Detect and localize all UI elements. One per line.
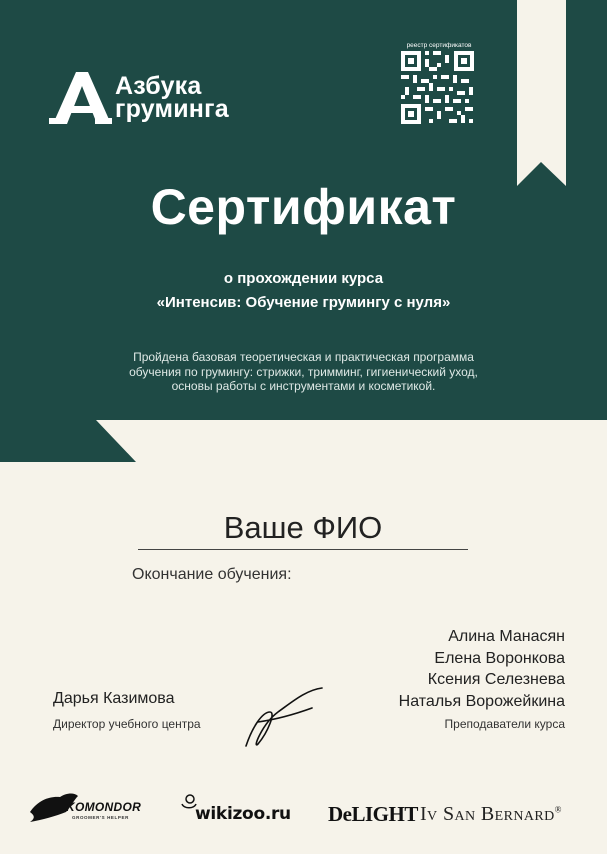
recipient-name-underline [138, 549, 468, 550]
description-line: основы работы с инструментами и косметикой. [171, 379, 436, 393]
logo-line-2: груминга [115, 95, 229, 123]
komondor-logo: KOMONDOR [66, 800, 142, 814]
wikizoo-bird-icon [182, 795, 196, 808]
teachers-list [399, 626, 565, 712]
certificate-title: Сертификат [150, 179, 457, 235]
teacher-name: Алина Манасян [448, 628, 565, 645]
qr-code-icon [400, 50, 475, 125]
wikizoo-logo: wikizoo.ru [195, 804, 291, 824]
completion-date-label: Окончание обучения: [132, 566, 292, 583]
iv-san-bernard-logo [420, 803, 562, 826]
iv-san-bernard-name: Iv San Bernard [420, 803, 555, 825]
course-name: «Интенсив: Обучение грумингу с нуля» [156, 294, 451, 311]
qr-caption: реестр сертификатов [406, 42, 472, 49]
signature-icon [246, 688, 322, 746]
registered-mark: ® [554, 804, 562, 815]
komondor-tagline: GROOMER'S HELPER [72, 815, 129, 820]
certificate-description [60, 350, 547, 394]
description-line: обучения по грумингу: стрижки, тримминг, гигиенический уход, [129, 364, 478, 379]
teacher-name: Елена Воронкова [434, 649, 565, 667]
teacher-name: Ксения Селезнева [427, 671, 565, 688]
teacher-name: Наталья Ворожейкина [398, 692, 565, 710]
logo-text [115, 72, 229, 123]
recipient-name: Ваше ФИО [223, 510, 383, 545]
teachers-role: Преподаватели курса [444, 717, 565, 731]
certificate-subtitle [0, 267, 607, 315]
director-name: Дарья Казимова [53, 690, 175, 707]
bookmark-ribbon [517, 0, 566, 186]
subtitle-line-1: о прохождении курса [223, 270, 384, 287]
logo-line-1: Азбука [115, 72, 202, 100]
description-line: Пройдена базовая теоретическая и практическая программа [133, 350, 474, 364]
delight-logo: DeLIGHT [328, 802, 418, 826]
director-role: Директор учебного центра [53, 717, 201, 731]
